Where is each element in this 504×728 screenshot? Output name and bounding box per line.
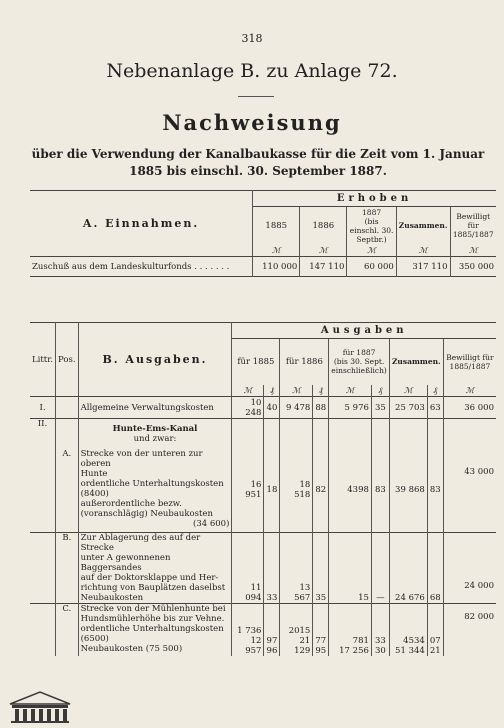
canal-sub: und zwar: <box>133 433 177 444</box>
cell-mark: 5 976 <box>329 397 372 419</box>
label-line: Hundsmühlerhöhe bis zur Vehne. <box>80 614 225 624</box>
income-total: 317 110 <box>396 257 450 277</box>
row-pos: C. <box>56 604 79 656</box>
col-1887 <box>329 339 390 385</box>
currency-mark: ℳ <box>396 245 450 257</box>
col-1885: 1885 <box>253 207 300 245</box>
value: 17 256 <box>339 645 369 656</box>
cell-mark: 9 478 <box>280 397 313 419</box>
cell-approved: 24 000 <box>464 581 494 591</box>
divider <box>238 96 274 97</box>
label-line: unter A gewonnenen Baggersandes <box>80 553 171 573</box>
col-approved: Bewilligt für 1885/1887 <box>446 352 494 371</box>
cell-pf <box>371 604 389 656</box>
cell-approved: 36 000 <box>464 402 494 413</box>
cell-pf: 33 <box>264 533 280 604</box>
value: 30 <box>374 645 386 656</box>
row-heading <box>78 419 232 449</box>
table-row <box>30 397 496 419</box>
row-label: Allgemeine Verwaltungskosten <box>78 397 232 419</box>
cell-pf <box>264 604 280 656</box>
col-1887-sub: (bis einschl. 30. Septbr.) <box>349 216 394 244</box>
pf-unit: ₰ <box>264 385 280 397</box>
col-approved: Bewilligt für 1885/1887 <box>452 212 494 240</box>
income-row-label: Zuschuß aus dem Landeskulturfonds . . . . . . . <box>30 257 253 277</box>
col-total: Zusammen. <box>389 339 443 385</box>
currency-mark: ℳ <box>253 245 300 257</box>
col-littr: Littr. <box>30 323 56 397</box>
currency-mark: ℳ <box>347 245 396 257</box>
label-line: (34 600) <box>193 518 230 529</box>
value: 33 <box>374 635 386 646</box>
cell-pf <box>427 604 443 656</box>
intro-text <box>14 146 502 180</box>
cell-pf: 40 <box>264 397 280 419</box>
income-table <box>30 190 496 277</box>
pf-unit: ₰ <box>371 385 389 397</box>
cell-pf: 18 <box>264 449 280 533</box>
label-line: Strecke von der unteren zur oberen <box>80 448 203 469</box>
expenses-section-label: B. Ausgaben. <box>78 323 232 397</box>
cell-mark: 16 951 <box>232 449 264 533</box>
cell-pf: 82 <box>313 449 329 533</box>
cell-approved: 82 000 <box>464 612 494 622</box>
row-label <box>78 533 232 604</box>
cell-pf: 35 <box>313 533 329 604</box>
library-logo-icon <box>8 690 72 724</box>
document-subtitle: Nebenanlage B. zu Anlage 72. <box>106 60 398 82</box>
income-1886: 147 110 <box>300 257 347 277</box>
label-line: auf der Doktorsklappe und Her- <box>80 573 219 583</box>
value: 77 <box>315 635 327 646</box>
cell-pf: 68 <box>427 533 443 604</box>
value: 2015 <box>288 625 311 636</box>
cell-mark: 10 248 <box>232 397 264 419</box>
value: 781 <box>352 635 369 646</box>
value: 1 736 <box>237 625 262 636</box>
col-total: Zusammen. <box>396 207 450 245</box>
cell-pf: 88 <box>313 397 329 419</box>
income-1885: 110 000 <box>253 257 300 277</box>
label-line: Strecke von der Mühlenhunte bei <box>80 604 226 614</box>
mark-unit: ℳ <box>280 385 313 397</box>
cell-mark <box>232 604 264 656</box>
mark-unit: ℳ <box>329 385 372 397</box>
mark-unit: ℳ <box>389 385 427 397</box>
expenses-table <box>30 322 496 656</box>
cell-mark: 11 094 <box>232 533 264 604</box>
cell-mark: 13 567 <box>280 533 313 604</box>
table-row <box>30 533 496 604</box>
income-group-header: Erhoben <box>253 191 496 207</box>
col-1887-year: für 1887 <box>342 348 376 358</box>
expenses-group-header: Ausgaben <box>232 323 496 339</box>
label-line: außerordentliche bezw. <box>80 498 182 509</box>
value: 21 <box>429 645 441 656</box>
row-label <box>78 449 232 533</box>
label-line: ordentliche Unterhaltungskosten (8400) <box>80 478 224 499</box>
document-title: Nachweisung <box>162 110 342 135</box>
label-line: Neubaukosten (75 500) <box>80 644 183 654</box>
row-label <box>78 604 232 656</box>
cell-mark: 4398 <box>329 449 372 533</box>
table-row <box>30 449 496 533</box>
canal-name: Hunte-Ems-Kanal <box>112 423 198 434</box>
cell-mark: 24 676 <box>389 533 427 604</box>
value: 12 957 <box>245 635 262 656</box>
label-line: (voranschlägig) Neubaukosten <box>80 508 213 519</box>
value: 96 <box>266 645 278 656</box>
value: 51 344 <box>395 645 425 656</box>
income-approved: 350 000 <box>458 261 494 272</box>
label-line: Zur Ablagerung des auf der Strecke <box>80 533 201 553</box>
label-line: richtung von Bauplätzen daselbst <box>80 583 226 593</box>
cell-pf: 35 <box>371 397 389 419</box>
row-littr: I. <box>30 397 56 419</box>
row-pos: A. <box>56 449 79 533</box>
table-row <box>30 419 496 449</box>
value: 95 <box>315 645 327 656</box>
table-row <box>30 604 496 656</box>
col-1885: für 1885 <box>232 339 280 385</box>
col-pos: Pos. <box>56 323 79 397</box>
cell-pf <box>313 604 329 656</box>
value: 97 <box>266 635 278 646</box>
value: 4534 <box>403 635 425 646</box>
label-line: Neubaukosten <box>80 593 144 603</box>
currency-mark: ℳ <box>468 245 478 255</box>
cell-mark <box>329 604 372 656</box>
value: 21 129 <box>294 635 311 656</box>
mark-unit: ℳ <box>465 385 475 395</box>
cell-mark <box>389 604 427 656</box>
cell-mark: 15 <box>329 533 372 604</box>
col-1887-sub: (bis 30. Sept. einschließlich) <box>331 357 387 376</box>
cell-pf: 83 <box>427 449 443 533</box>
cell-mark: 18 518 <box>280 449 313 533</box>
pf-unit: ₰ <box>427 385 443 397</box>
cell-mark: 25 703 <box>389 397 427 419</box>
col-1886: 1886 <box>300 207 347 245</box>
cell-pf: — <box>371 533 389 604</box>
col-1886: für 1886 <box>280 339 329 385</box>
intro-line-1: über die Verwendung der Kanalbaukasse für die Zeit vom 1. Januar <box>31 147 485 161</box>
row-littr: II. <box>30 419 56 449</box>
cell-pf: 63 <box>427 397 443 419</box>
page-number: 318 <box>241 32 263 45</box>
cell-mark: 39 868 <box>389 449 427 533</box>
mark-unit: ℳ <box>232 385 264 397</box>
col-1887-year: 1887 <box>362 207 382 217</box>
currency-mark: ℳ <box>300 245 347 257</box>
income-1887: 60 000 <box>347 257 396 277</box>
col-1887 <box>347 207 396 245</box>
intro-line-2: 1885 bis einschl. 30. September 1887. <box>129 164 387 178</box>
row-pos: B. <box>56 533 79 604</box>
cell-approved: 43 000 <box>464 466 494 477</box>
value: 07 <box>429 635 441 646</box>
pf-unit: ₰ <box>313 385 329 397</box>
cell-pf: 83 <box>371 449 389 533</box>
label-line: ordentliche Unterhaltungskosten (6500) <box>80 624 224 644</box>
cell-mark <box>280 604 313 656</box>
income-section-label: A. Einnahmen. <box>30 191 253 257</box>
label-line: Hunte <box>80 468 108 479</box>
